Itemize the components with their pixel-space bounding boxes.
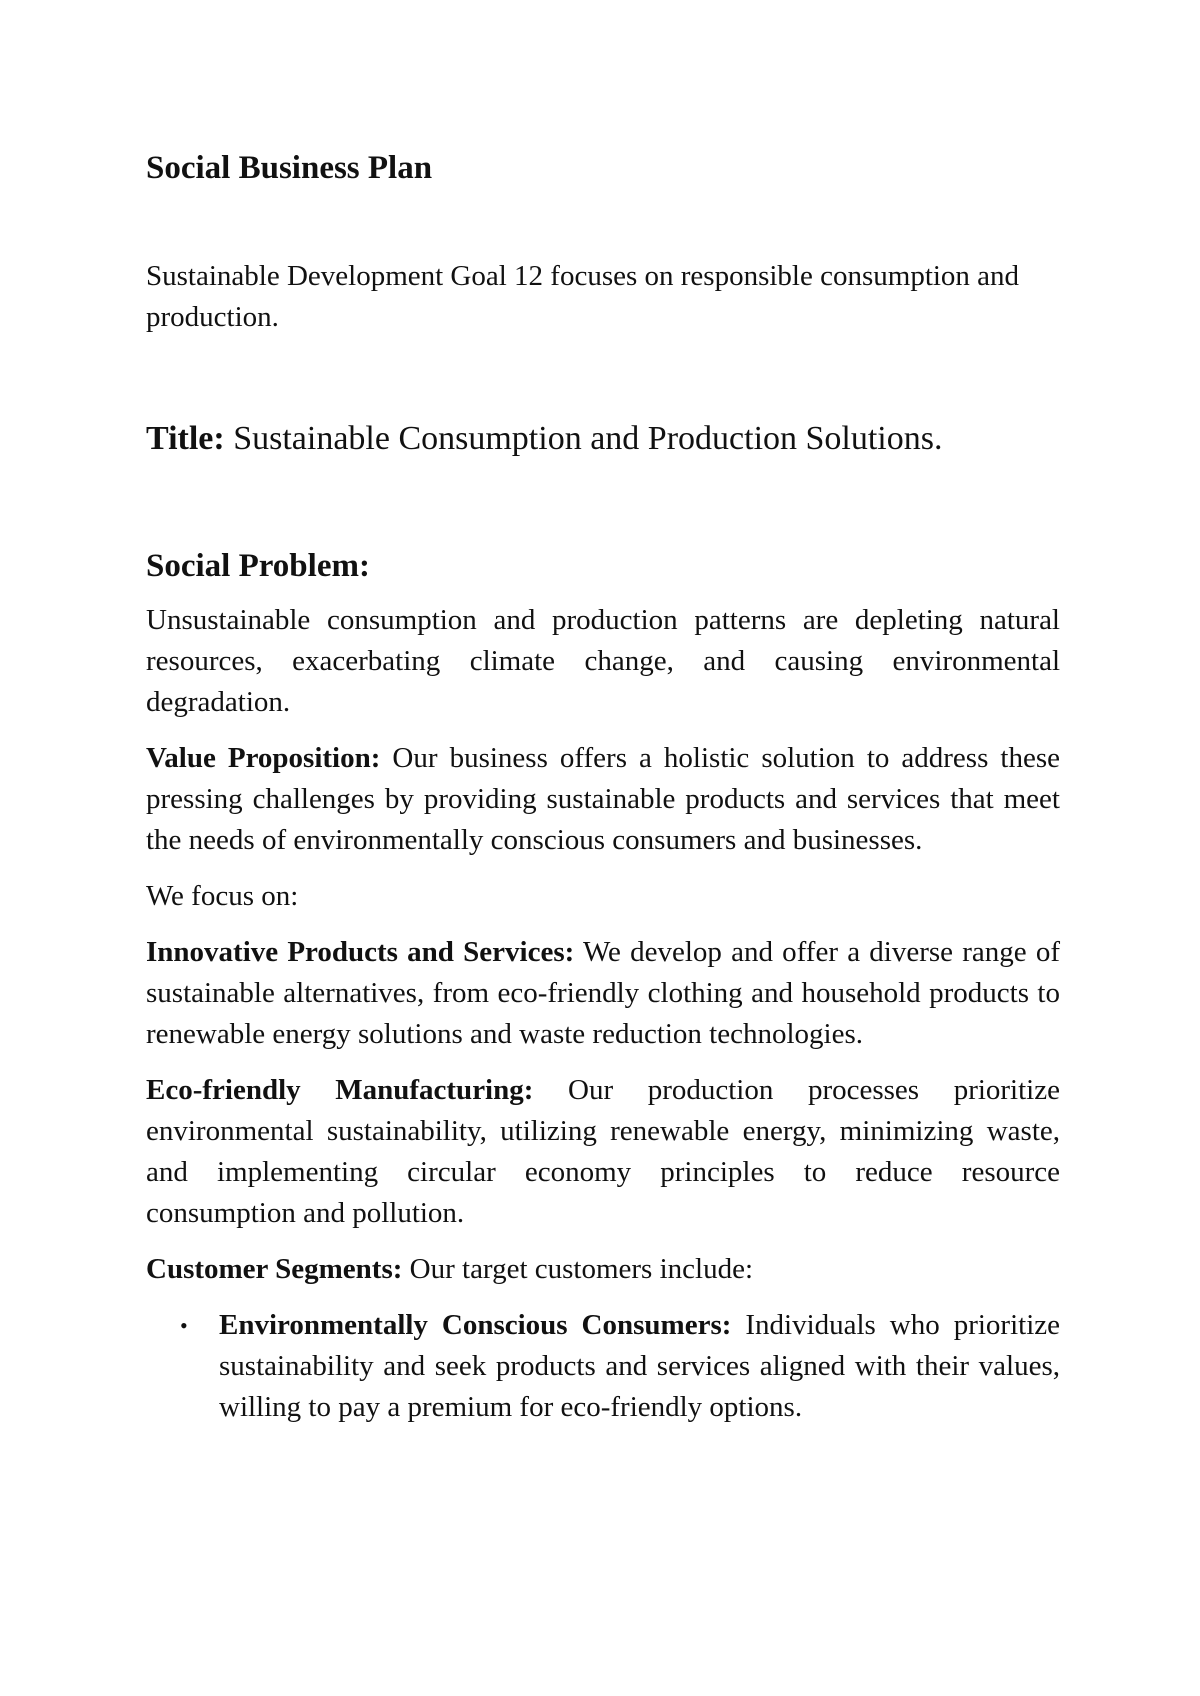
- innovative-products-label: Innovative Products and Services:: [146, 936, 575, 968]
- list-item: [146, 1305, 1060, 1428]
- plan-title-value: Sustainable Consumption and Production Solutions.: [224, 420, 943, 457]
- manufacturing-label: Eco-friendly Manufacturing:: [146, 1074, 534, 1106]
- customer-segments-label: Customer Segments:: [146, 1253, 403, 1285]
- customer-segments-paragraph: [146, 1249, 1060, 1290]
- innovative-products-paragraph: [146, 932, 1060, 1055]
- social-problem-heading: Social Problem:: [146, 548, 370, 584]
- value-proposition-text: Our business offers a holistic solution to address these pressing challenges by providing sustainable products and services that meet the needs of environmentally conscious consumers and businesses.: [146, 742, 1060, 856]
- customer-segments-text: Our target customers include:: [402, 1253, 753, 1285]
- value-proposition-paragraph: [146, 738, 1060, 861]
- segment-label: Environmentally Conscious Consumers:: [219, 1309, 732, 1341]
- manufacturing-paragraph: [146, 1070, 1060, 1234]
- customer-segments-list: [146, 1305, 1060, 1428]
- document-body: [146, 600, 1060, 1428]
- focus-paragraph: We focus on:: [146, 880, 299, 912]
- manufacturing-text: Our production processes prioritize environmental sustainability, utilizing renewable energy, minimizing waste, and implementing circular economy principles to reduce resource consumption and pollution.: [146, 1074, 1060, 1229]
- document-title: Social Business Plan: [146, 150, 433, 186]
- value-proposition-label: Value Proposition:: [146, 742, 381, 774]
- plan-title-line: [146, 416, 943, 462]
- innovative-products-text: We develop and offer a diverse range of sustainable alternatives, from eco-friendly clothing and household products to renewable energy solutions and waste reduction technologies.: [146, 936, 1060, 1050]
- plan-title-label: Title:: [146, 420, 225, 457]
- segment-text: Individuals who prioritize sustainability and seek products and services aligned with their values, willing to pay a premium for eco-friendly options.: [219, 1309, 1060, 1423]
- social-problem-paragraph: Unsustainable consumption and production patterns are depleting natural resources, exacerbating climate change, and causing environmental degradation.: [146, 604, 1060, 718]
- intro-paragraph: Sustainable Development Goal 12 focuses on responsible consumption and production.: [146, 260, 1020, 333]
- bullet-icon: •: [180, 1313, 188, 1338]
